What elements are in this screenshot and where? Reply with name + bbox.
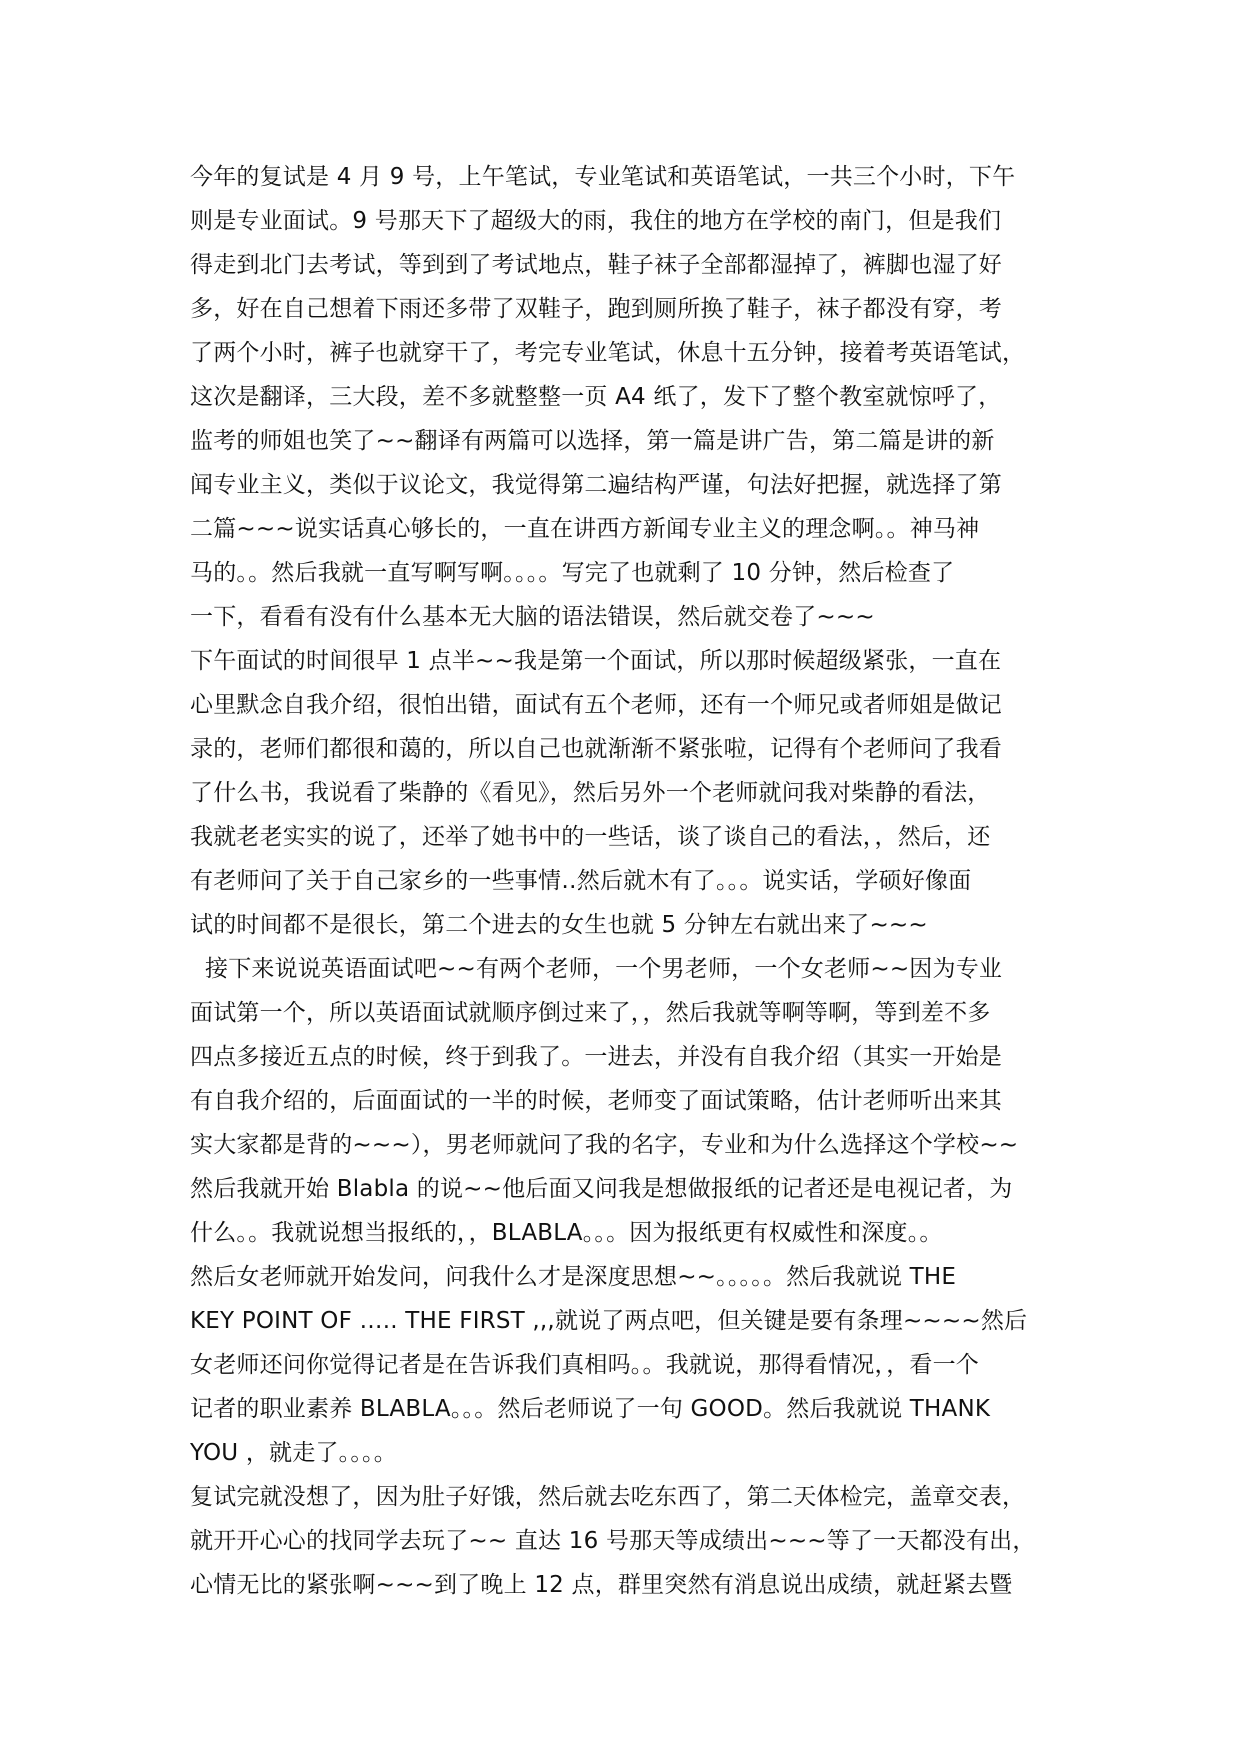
text-line: 则是专业面试。9 号那天下了超级大的雨，我住的地方在学校的南门，但是我们: [190, 208, 1002, 234]
text-line: 马的。。然后我就一直写啊写啊。。。。写完了也就剩了 10 分钟，然后检查了: [190, 560, 955, 586]
text-line: 记者的职业素养 BLABLA。。。然后老师说了一句 GOOD。然后我就说 THANK: [190, 1396, 991, 1422]
text-line: 实大家都是背的~~~），男老师就问了我的名字，专业和为什么选择这个学校~~: [190, 1132, 1019, 1158]
text-line: 四点多接近五点的时候，终于到我了。一进去，并没有自我介绍（其实一开始是: [190, 1044, 1002, 1070]
text-line: 面试第一个，所以英语面试就顺序倒过来了，，然后我就等啊等啊，等到差不多: [190, 1000, 991, 1026]
text-line: 接下来说说英语面试吧~~有两个老师，一个男老师，一个女老师~~因为专业: [190, 956, 1003, 982]
text-line: 多，好在自己想着下雨还多带了双鞋子，跑到厕所换了鞋子，袜子都没有穿，考: [190, 296, 1002, 322]
text-line: 女老师还问你觉得记者是在告诉我们真相吗。。我就说，那得看情况，，看一个: [190, 1352, 979, 1378]
text-line: 今年的复试是 4 月 9 号，上午笔试，专业笔试和英语笔试，一共三个小时，下午: [190, 164, 1016, 190]
text-line: 复试完就没想了，因为肚子好饿，然后就去吃东西了，第二天体检完，盖章交表，: [190, 1484, 1026, 1510]
text-line: 就开开心心的找同学去玩了~~ 直达 16 号那天等成绩出~~~等了一天都没有出，: [190, 1528, 1036, 1554]
text-line: 心里默念自我介绍，很怕出错，面试有五个老师，还有一个师兄或者师姐是做记: [190, 692, 1002, 718]
text-line: 录的，老师们都很和蔼的，所以自己也就渐渐不紧张啦，记得有个老师问了我看: [190, 736, 1002, 762]
text-line: 试的时间都不是很长，第二个进去的女生也就 5 分钟左右就出来了~~~: [190, 912, 928, 938]
text-line: 什么。。我就说想当报纸的，，BLABLA。。。因为报纸更有权威性和深度。。: [190, 1220, 943, 1246]
text-line: 闻专业主义，类似于议论文，我觉得第二遍结构严谨，句法好把握，就选择了第: [190, 472, 1002, 498]
body-text: [190, 155, 1070, 1607]
text-line: 一下，看看有没有什么基本无大脑的语法错误，然后就交卷了~~~: [190, 604, 875, 630]
text-line: YOU ，就走了。。。。: [190, 1440, 397, 1466]
text-line: 这次是翻译，三大段，差不多就整整一页 A4 纸了，发下了整个教室就惊呼了，: [190, 384, 1002, 410]
text-line: KEY POINT OF ….. THE FIRST ,,,就说了两点吧，但关键是要有条理~~~~然后: [190, 1308, 1028, 1334]
text-line: 二篇~~~说实话真心够长的，一直在讲西方新闻专业主义的理念啊。。神马神: [190, 516, 980, 542]
text-line: 得走到北门去考试，等到到了考试地点，鞋子袜子全部都湿掉了，裤脚也湿了好: [190, 252, 1002, 278]
text-line: 我就老老实实的说了，还举了她书中的一些话，谈了谈自己的看法，，然后，还: [190, 824, 991, 850]
text-line: 了两个小时，裤子也就穿干了，考完专业笔试，休息十五分钟，接着考英语笔试，: [190, 340, 1026, 366]
text-line: 然后我就开始 Blabla 的说~~他后面又问我是想做报纸的记者还是电视记者，为: [190, 1176, 1013, 1202]
text-line: 有老师问了关于自己家乡的一些事情‥然后就木有了。。。说实话，学硕好像面: [190, 868, 972, 894]
text-line: 然后女老师就开始发问，问我什么才是深度思想~~。。。。。然后我就说 THE: [190, 1264, 957, 1290]
text-line: 有自我介绍的，后面面试的一半的时候，老师变了面试策略，估计老师听出来其: [190, 1088, 1002, 1114]
text-line: 心情无比的紧张啊~~~到了晚上 12 点，群里突然有消息说出成绩，就赶紧去暨: [190, 1572, 1013, 1598]
text-line: 监考的师姐也笑了~~翻译有两篇可以选择，第一篇是讲广告，第二篇是讲的新: [190, 428, 995, 454]
text-line: 了什么书，我说看了柴静的《看见》，然后另外一个老师就问我对柴静的看法，: [190, 780, 991, 806]
text-line: 下午面试的时间很早 1 点半~~我是第一个面试，所以那时候超级紧张，一直在: [190, 648, 1002, 674]
